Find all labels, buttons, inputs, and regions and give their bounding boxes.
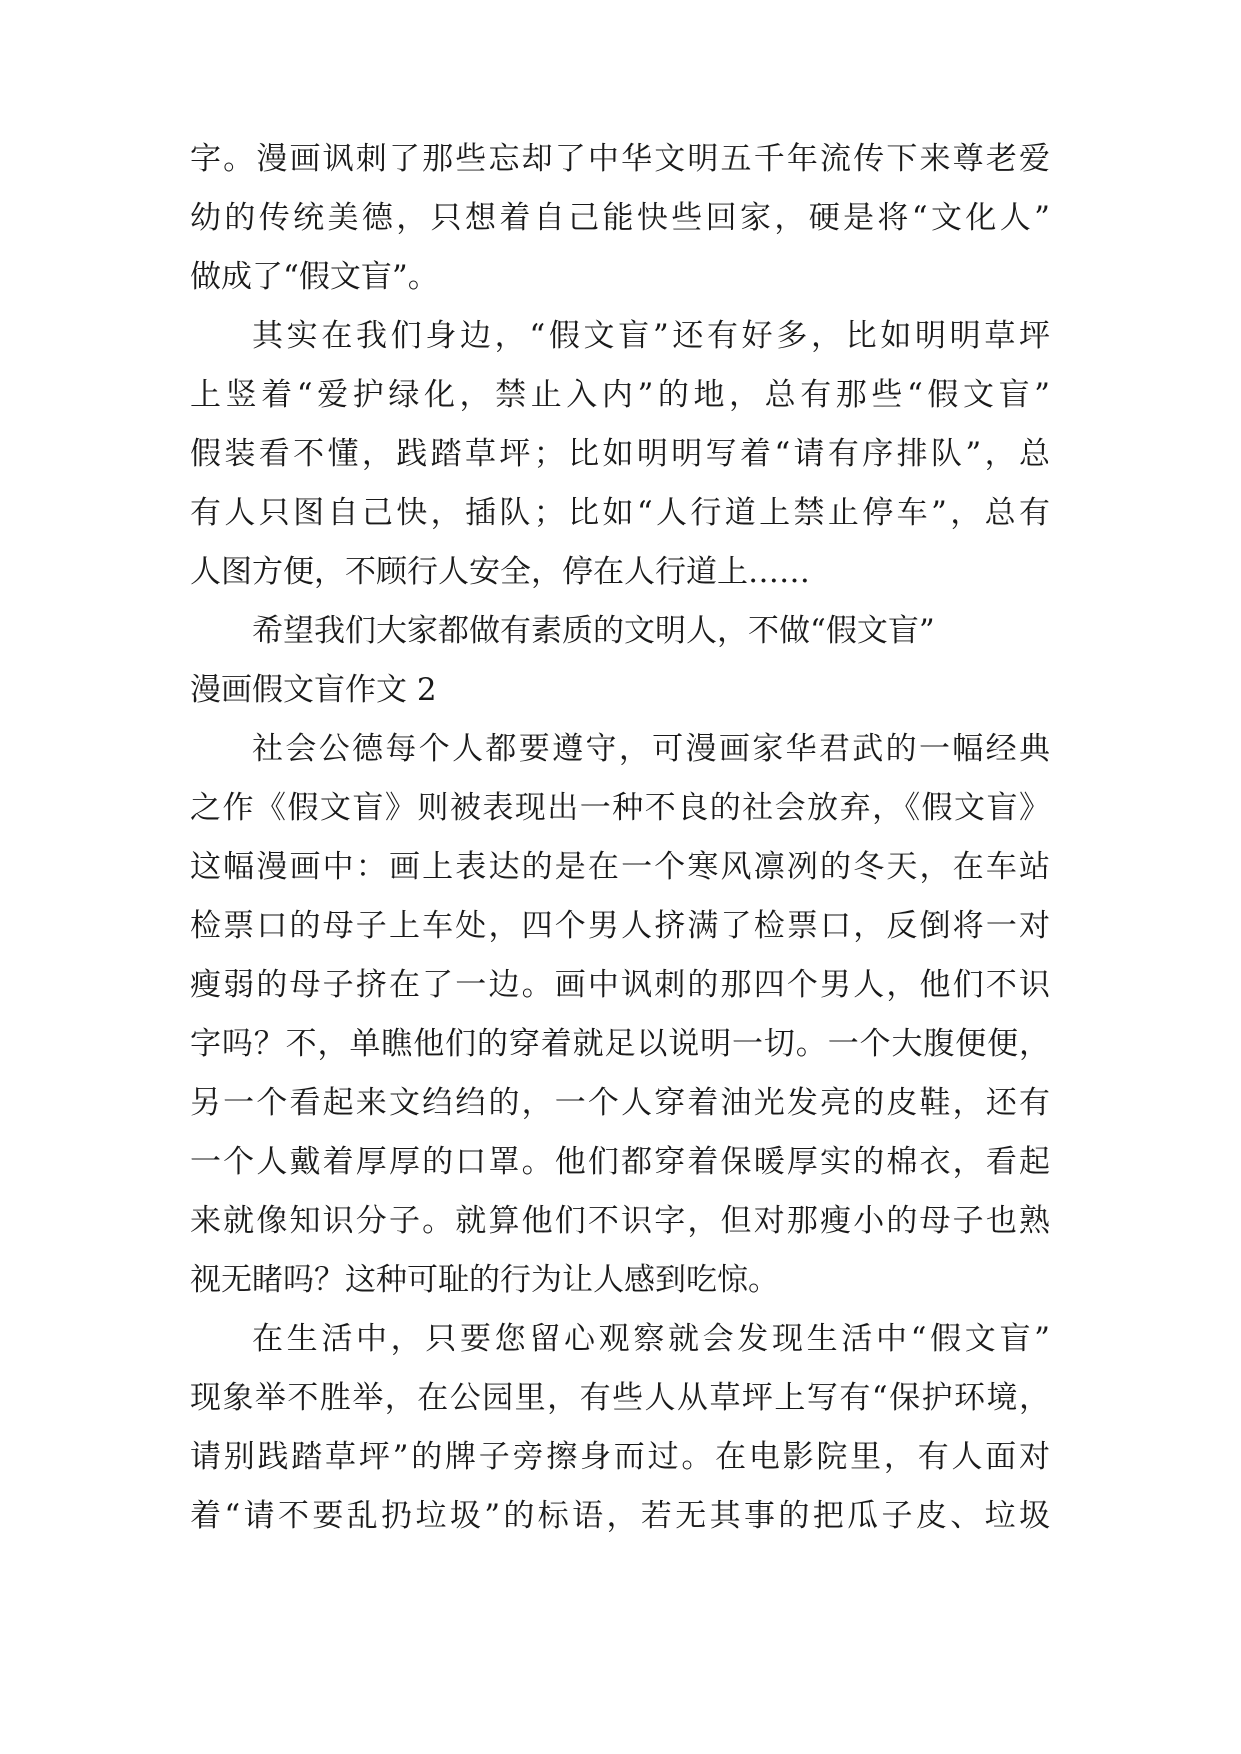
section-heading: 漫画假文盲作文 2 <box>190 672 437 708</box>
text-line: 上竖着“爱护绿化，禁止入内”的地，总有那些“假文盲” <box>190 377 1050 413</box>
paragraph-3 <box>190 602 1050 661</box>
text-line: 人图方便，不顾行人安全，停在人行道上…… <box>190 554 810 590</box>
text-line: 字吗？不，单瞧他们的穿着就足以说明一切。一个大腹便便， <box>190 1026 1050 1062</box>
text-line: 另一个看起来文绉绉的，一个人穿着油光发亮的皮鞋，还有 <box>190 1085 1050 1121</box>
text-line: 一个人戴着厚厚的口罩。他们都穿着保暖厚实的棉衣，看起 <box>190 1144 1050 1180</box>
paragraph-5 <box>190 1310 1050 1546</box>
text-line: 着“请不要乱扔垃圾”的标语，若无其事的把瓜子皮、垃圾 <box>190 1498 1050 1534</box>
text-line: 字。漫画讽刺了那些忘却了中华文明五千年流传下来尊老爱 <box>190 141 1050 177</box>
paragraph-4 <box>190 720 1050 1310</box>
text-line: 做成了“假文盲”。 <box>190 259 439 295</box>
text-line: 视无睹吗？这种可耻的行为让人感到吃惊。 <box>190 1262 779 1298</box>
paragraph-2 <box>190 307 1050 602</box>
text-line: 之作《假文盲》则被表现出一种不良的社会放弃，《假文盲》 <box>190 790 1050 826</box>
text-line: 这幅漫画中：画上表达的是在一个寒风凛冽的冬天，在车站 <box>190 849 1050 885</box>
body-text <box>190 130 1050 1546</box>
text-line: 有人只图自己快，插队；比如“人行道上禁止停车”，总有 <box>190 495 1050 531</box>
text-line: 幼的传统美德，只想着自己能快些回家，硬是将“文化人” <box>190 200 1050 236</box>
text-line: 来就像知识分子。就算他们不识字，但对那瘦小的母子也熟 <box>190 1203 1050 1239</box>
text-line: 在生活中，只要您留心观察就会发现生活中“假文盲” <box>252 1321 1050 1357</box>
text-line: 其实在我们身边，“假文盲”还有好多，比如明明草坪 <box>252 318 1050 354</box>
text-line: 瘦弱的母子挤在了一边。画中讽刺的那四个男人，他们不识 <box>190 967 1050 1003</box>
text-line: 希望我们大家都做有素质的文明人，不做“假文盲” <box>252 613 935 649</box>
paragraph-1 <box>190 130 1050 307</box>
text-line: 社会公德每个人都要遵守，可漫画家华君武的一幅经典 <box>252 731 1050 767</box>
text-line: 现象举不胜举，在公园里，有些人从草坪上写有“保护环境， <box>190 1380 1050 1416</box>
text-line: 检票口的母子上车处，四个男人挤满了检票口，反倒将一对 <box>190 908 1050 944</box>
text-line: 请别践踏草坪”的牌子旁擦身而过。在电影院里，有人面对 <box>190 1439 1050 1475</box>
text-line: 假装看不懂，践踏草坪；比如明明写着“请有序排队”，总 <box>190 436 1050 472</box>
